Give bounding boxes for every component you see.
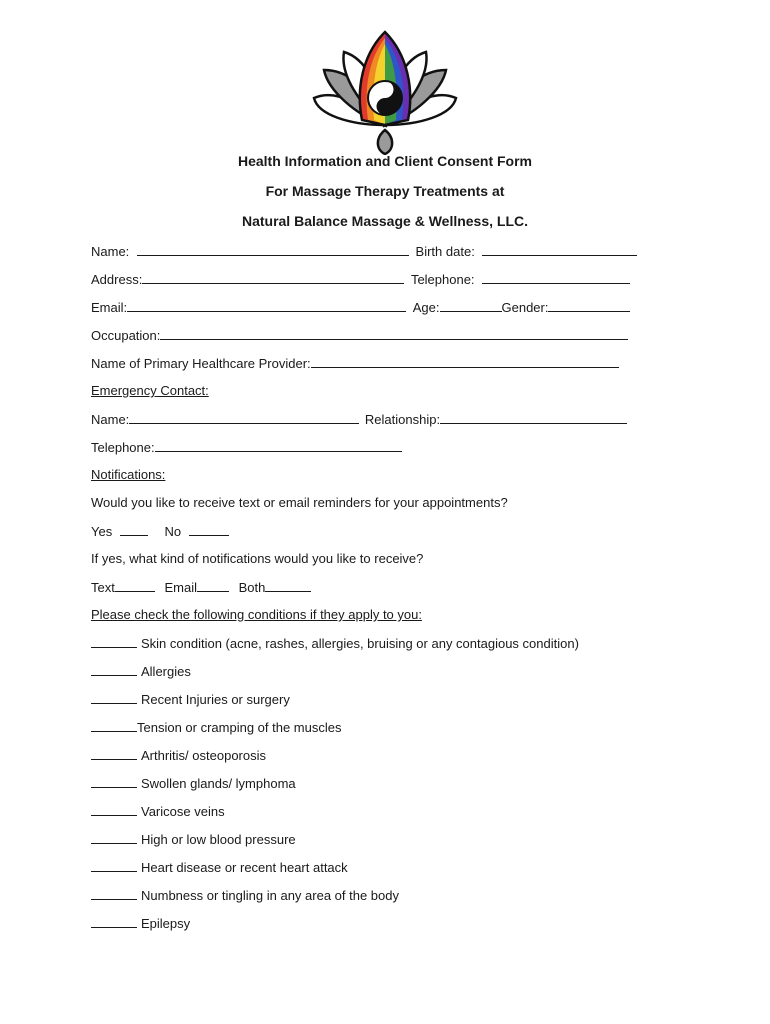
email-option-field[interactable] xyxy=(197,579,229,592)
email-label: Email: xyxy=(91,300,128,315)
condition-row xyxy=(91,775,296,792)
gender-field[interactable] xyxy=(548,299,630,312)
provider-field[interactable] xyxy=(311,355,619,368)
condition-check-field[interactable] xyxy=(91,635,137,648)
emergency-telephone-field[interactable] xyxy=(155,439,402,452)
emergency-name-label: Name: xyxy=(91,412,130,427)
no-label: No xyxy=(164,524,182,539)
occupation-field[interactable] xyxy=(160,327,628,340)
both-label: Both xyxy=(238,580,266,595)
condition-label: Epilepsy xyxy=(141,916,191,931)
provider-label: Name of Primary Healthcare Provider: xyxy=(91,356,311,371)
condition-check-field[interactable] xyxy=(91,747,137,760)
condition-label: Allergies xyxy=(141,664,191,679)
condition-check-field[interactable] xyxy=(91,775,137,788)
condition-row xyxy=(91,803,225,820)
birth-date-label: Birth date: xyxy=(415,244,475,259)
emergency-telephone-label: Telephone: xyxy=(91,440,155,455)
condition-check-field[interactable] xyxy=(91,663,137,676)
reminder-question: Would you like to receive text or email reminders for your appointments? xyxy=(91,495,508,510)
condition-row xyxy=(91,635,579,652)
age-label: Age: xyxy=(412,300,440,315)
condition-label: Recent Injuries or surgery xyxy=(141,692,290,707)
address-row xyxy=(91,271,630,288)
condition-check-field[interactable] xyxy=(91,915,137,928)
form-subtitle: For Massage Therapy Treatments at xyxy=(265,183,505,199)
condition-label: Skin condition (acne, rashes, allergies, bruising or any contagious condition) xyxy=(141,636,579,651)
address-label: Address: xyxy=(91,272,143,287)
birth-date-field[interactable] xyxy=(482,243,637,256)
lotus-yin-yang-logo xyxy=(310,30,460,155)
condition-row xyxy=(91,691,290,708)
condition-row xyxy=(91,831,296,848)
gender-label: Gender: xyxy=(501,300,549,315)
condition-label: Heart disease or recent heart attack xyxy=(141,860,348,875)
name-row xyxy=(91,243,637,260)
condition-check-field[interactable] xyxy=(91,719,137,732)
text-field[interactable] xyxy=(115,579,155,592)
no-field[interactable] xyxy=(189,523,229,536)
emergency-telephone-row xyxy=(91,439,402,456)
relationship-label: Relationship: xyxy=(364,412,441,427)
provider-row xyxy=(91,355,619,372)
condition-row xyxy=(91,663,191,680)
condition-label: Swollen glands/ lymphoma xyxy=(141,776,296,791)
occupation-label: Occupation: xyxy=(91,328,161,343)
condition-row xyxy=(91,915,190,932)
condition-label: High or low blood pressure xyxy=(141,832,296,847)
occupation-row xyxy=(91,327,628,344)
emergency-name-field[interactable] xyxy=(129,411,359,424)
email-option-label: Email xyxy=(164,580,197,595)
name-label: Name: xyxy=(91,244,130,259)
condition-row xyxy=(91,719,341,736)
notification-type-question: If yes, what kind of notifications would you like to receive? xyxy=(91,551,424,566)
condition-row xyxy=(91,859,348,876)
condition-check-field[interactable] xyxy=(91,831,137,844)
business-name: Natural Balance Massage & Wellness, LLC. xyxy=(241,213,529,229)
email-field[interactable] xyxy=(127,299,406,312)
address-field[interactable] xyxy=(142,271,404,284)
emergency-heading: Emergency Contact: xyxy=(91,383,209,398)
both-field[interactable] xyxy=(265,579,311,592)
age-field[interactable] xyxy=(440,299,502,312)
name-field[interactable] xyxy=(137,243,409,256)
conditions-heading: Please check the following conditions if they apply to you: xyxy=(91,607,422,622)
telephone-label: Telephone: xyxy=(410,272,475,287)
notifications-heading: Notifications: xyxy=(91,467,166,482)
relationship-field[interactable] xyxy=(440,411,627,424)
notification-type-row xyxy=(91,579,311,596)
emergency-name-row xyxy=(91,411,627,428)
condition-label: Arthritis/ osteoporosis xyxy=(141,748,266,763)
yes-field[interactable] xyxy=(120,523,148,536)
form-title: Health Information and Client Consent Form xyxy=(237,153,532,169)
email-row xyxy=(91,299,630,316)
condition-check-field[interactable] xyxy=(91,691,137,704)
condition-check-field[interactable] xyxy=(91,887,137,900)
condition-row xyxy=(91,747,266,764)
condition-label: Numbness or tingling in any area of the body xyxy=(141,888,399,903)
condition-row xyxy=(91,887,399,904)
condition-label: Tension or cramping of the muscles xyxy=(137,720,342,735)
condition-check-field[interactable] xyxy=(91,859,137,872)
condition-check-field[interactable] xyxy=(91,803,137,816)
condition-label: Varicose veins xyxy=(141,804,225,819)
telephone-field[interactable] xyxy=(482,271,630,284)
yes-no-row xyxy=(91,523,229,540)
text-label: Text xyxy=(91,580,115,595)
yes-label: Yes xyxy=(91,524,113,539)
